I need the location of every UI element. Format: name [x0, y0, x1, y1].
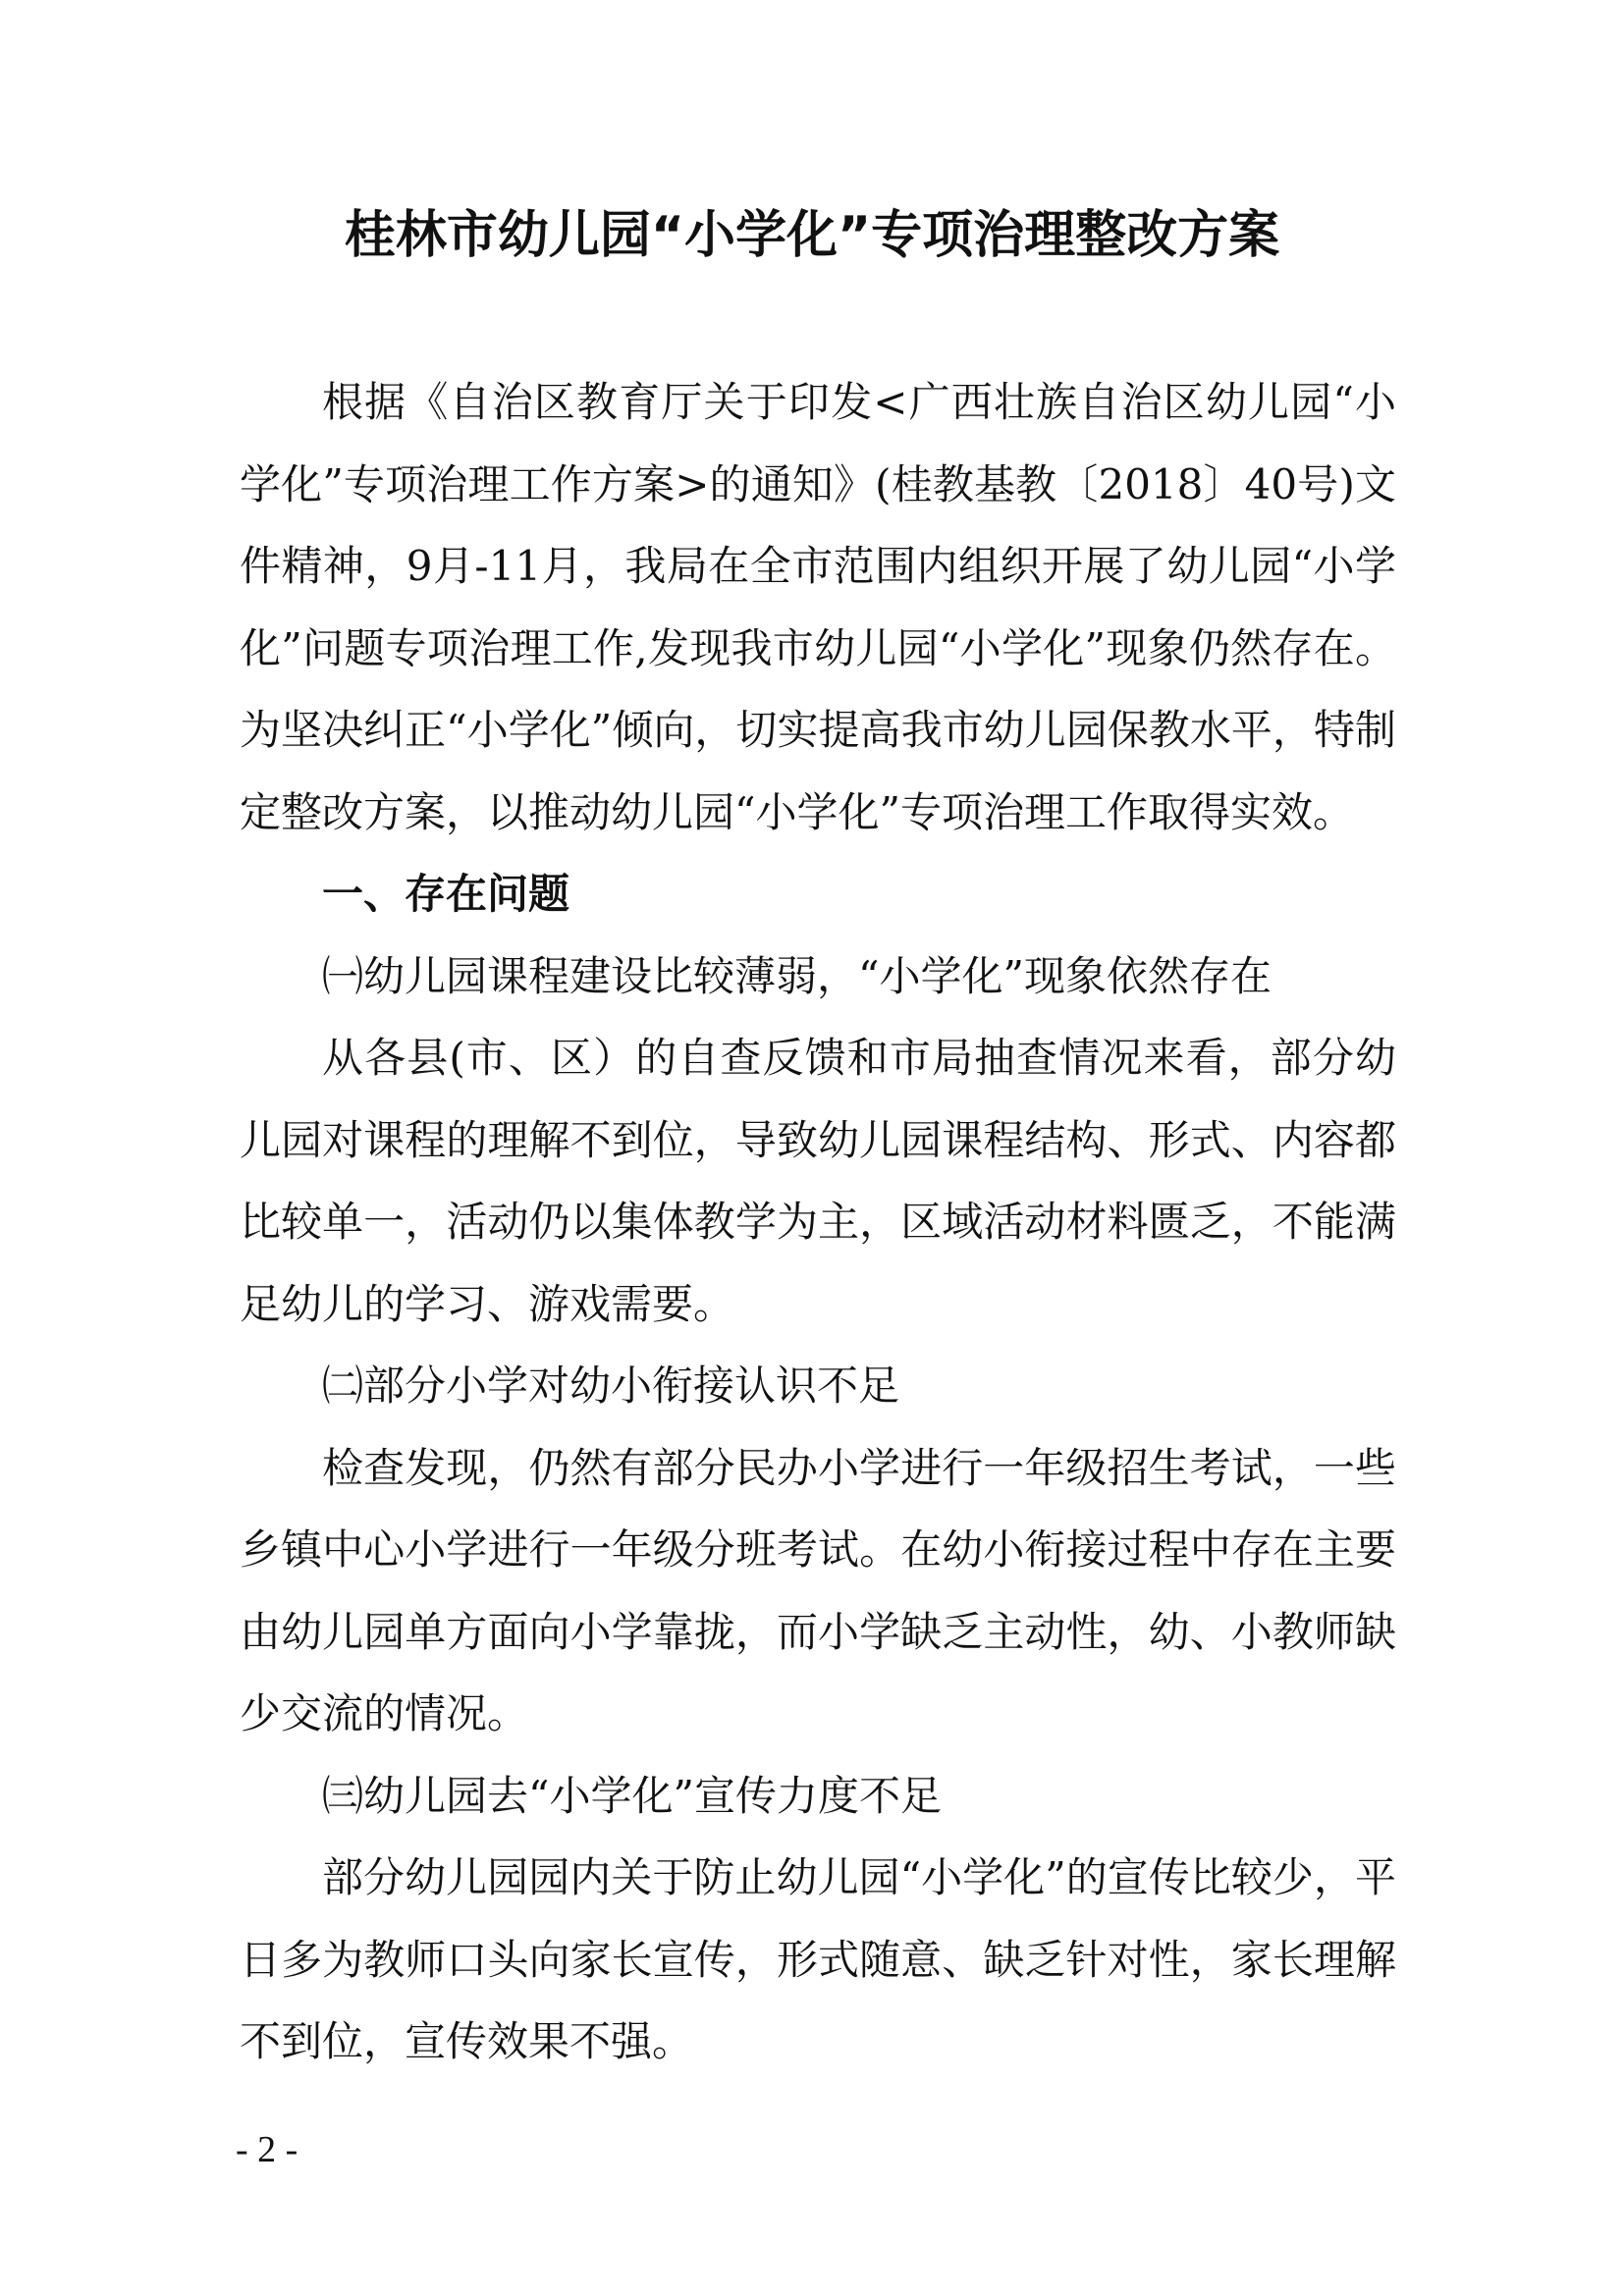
subsection-heading-1: ㈠幼儿园课程建设比较薄弱，“小学化”现象依然存在 [322, 951, 1272, 1000]
document-body [240, 361, 1396, 2083]
section-heading-problems: 一、存在问题 [322, 870, 570, 918]
subsection-heading-2: ㈡部分小学对幼小衔接认识不足 [322, 1362, 900, 1410]
subsection-heading-3: ㈢幼儿园去“小学化”宣传力度不足 [322, 1771, 942, 1820]
subsection-body-1: 从各县(市、区）的自查反馈和市局抽查情况来看，部分幼儿园对课程的理解不到位，导致幼儿园课程结构、形式、内容都比较单一，活动仍以集体教学为主，区域活动材料匮乏，不能满足幼儿的学习、游戏需要。 [240, 1034, 1396, 1328]
subsection-body-2: 检查发现，仍然有部分民办小学进行一年级招生考试，一些乡镇中心小学进行一年级分班考试。在幼小衔接过程中存在主要由幼儿园单方面向小学靠拢，而小学缺乏主动性，幼、小教师缺少交流的情况。 [240, 1443, 1396, 1737]
intro-paragraph: 根据《自治区教育厅关于印发<广西壮族自治区幼儿园“小学化”专项治理工作方案>的通知》(桂教基教〔2018〕40号)文件精神，9月-11月，我局在全市范围内组织开展了幼儿园“小学化”问题专项治理工作,发现我市幼儿园“小学化”现象仍然存在。为坚决纠正“小学化”倾向，切实提高我市幼儿园保教水平，特制定整改方案，以推动幼儿园“小学化”专项治理工作取得实效。 [240, 378, 1396, 836]
page-number: - 2 - [236, 2129, 298, 2170]
document-title: 桂林市幼儿园“小学化”专项治理整改方案 [344, 206, 1280, 265]
subsection-body-3: 部分幼儿园园内关于防止幼儿园“小学化”的宣传比较少，平日多为教师口头向家长宣传，形式随意、缺乏针对性，家长理解不到位，宣传效果不强。 [240, 1853, 1396, 2065]
